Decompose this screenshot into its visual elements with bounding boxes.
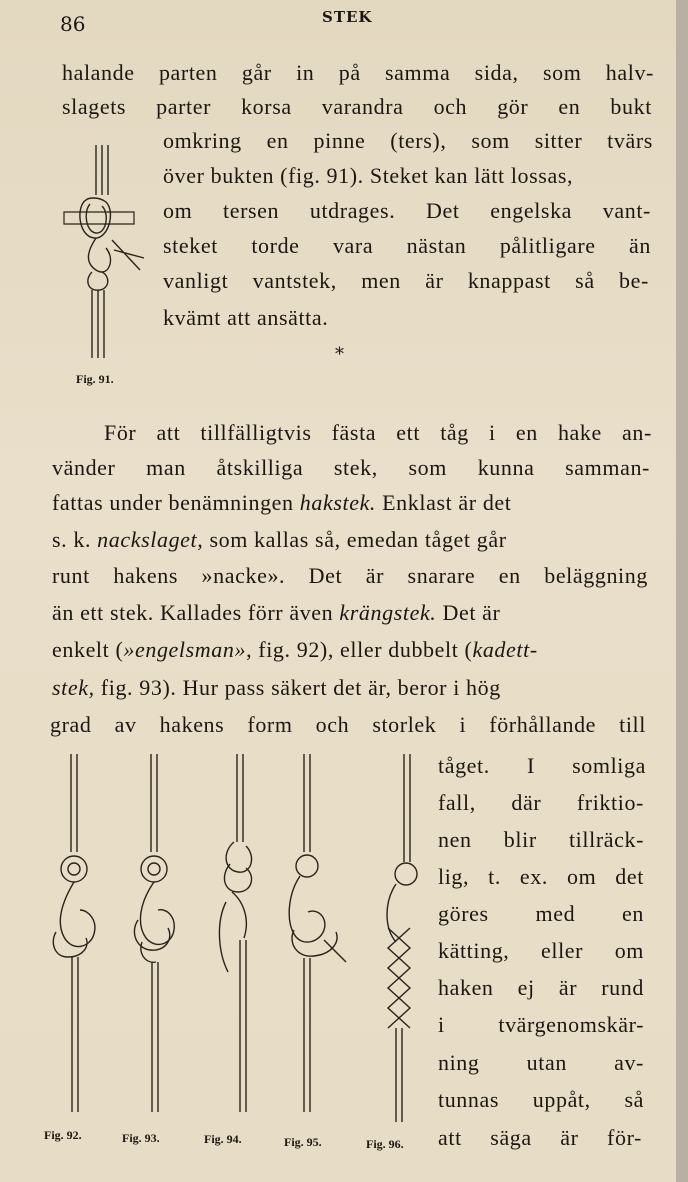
figure-caption: Fig. 93. bbox=[122, 1131, 160, 1145]
page-edge bbox=[676, 0, 688, 1182]
text-line: s. k. nackslaget, som kallas så, emedan tåget går bbox=[52, 527, 507, 552]
text-line: grad av hakens form och storlek i förhållande till bbox=[50, 712, 646, 737]
text-line: tåget. I somliga bbox=[438, 753, 646, 778]
text-line: För att tillfälligtvis fästa ett tåg i en hake an- bbox=[104, 420, 652, 445]
text-line: halande parten går in på samma sida, som halv- bbox=[62, 60, 654, 85]
figure-95-hakstek bbox=[280, 752, 350, 1122]
text-line: stek, fig. 93). Hur pass säkert det är, beror i hög bbox=[52, 675, 501, 700]
text-line: vanligt vantstek, men är knappast så be- bbox=[163, 268, 649, 293]
figure-caption: Fig. 96. bbox=[366, 1137, 404, 1151]
text-line: att säga är för- bbox=[438, 1125, 642, 1150]
text-line: nen blir tillräck- bbox=[438, 827, 644, 852]
figure-caption: Fig. 91. bbox=[76, 372, 114, 386]
figure-caption: Fig. 92. bbox=[44, 1128, 82, 1142]
figure-91-vantstek bbox=[56, 140, 146, 365]
text-line: enkelt (»engelsman», fig. 92), eller dubbelt (kadett- bbox=[52, 637, 538, 662]
text-line: i tvärgenomskär- bbox=[438, 1012, 644, 1037]
section-separator: * bbox=[335, 344, 344, 365]
text-line: göres med en bbox=[438, 901, 644, 926]
text-line: över bukten (fig. 91). Steket kan lätt lossas, bbox=[163, 163, 574, 188]
text-line: om tersen utdrages. Det engelska vant- bbox=[163, 198, 651, 223]
text-line: ning utan av- bbox=[438, 1050, 644, 1075]
page-number: 86 bbox=[60, 12, 86, 36]
text-line: haken ej är rund bbox=[438, 975, 644, 1000]
text-line: runt hakens »nacke». Det är snarare en beläggning bbox=[52, 563, 648, 588]
text-line: kätting, eller om bbox=[438, 938, 644, 963]
figure-93-kadettstek bbox=[124, 752, 184, 1122]
text-line: steket torde vara nästan pålitligare än bbox=[163, 233, 651, 258]
text-line: vänder man åtskilliga stek, som kunna samman- bbox=[52, 455, 650, 480]
figure-94-hakstek bbox=[210, 752, 270, 1122]
text-line: omkring en pinne (ters), som sitter tvärs bbox=[163, 128, 653, 153]
figure-92-engelsman bbox=[44, 752, 104, 1122]
text-line: än ett stek. Kallades förr även krängstek. Det är bbox=[52, 600, 501, 625]
figure-96-hakstek bbox=[372, 752, 432, 1132]
text-line: tunnas uppåt, så bbox=[438, 1087, 644, 1112]
figure-caption: Fig. 94. bbox=[204, 1132, 242, 1146]
text-line: lig, t. ex. om det bbox=[438, 864, 644, 889]
text-line: kvämt att ansätta. bbox=[163, 305, 329, 330]
running-head: STEK bbox=[322, 8, 373, 26]
figure-caption: Fig. 95. bbox=[284, 1135, 322, 1149]
text-line: fattas under benämningen hakstek. Enklast är det bbox=[52, 490, 512, 515]
text-line: slagets parter korsa varandra och gör en bukt bbox=[62, 94, 652, 119]
text-line: fall, där friktio- bbox=[438, 790, 644, 815]
